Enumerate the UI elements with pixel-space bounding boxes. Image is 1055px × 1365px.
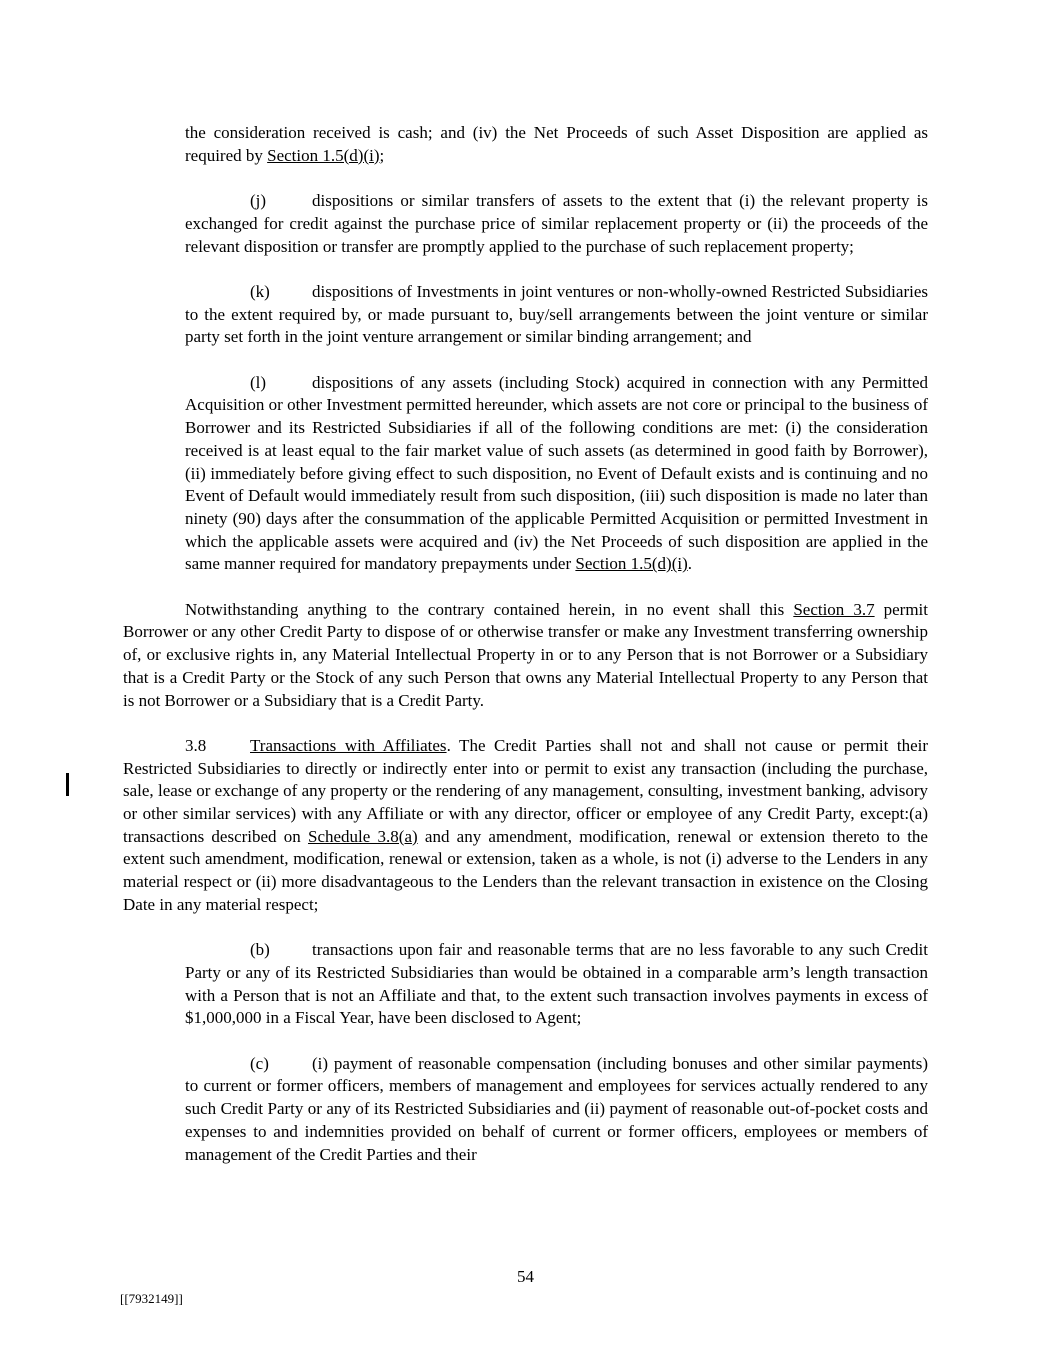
text-segment: dispositions of any assets (including Stock) acquired in connection with any Permitted Acquisition or other Investment permitted hereunder, which assets are not core or principal to the business of Borrower and its Restricted Subsidiaries if all of the following conditions are met: (i) the consideration received is at least equal to the fair market value of such assets (as determined in good faith by Borrower), (ii) immediately before giving effect to such disposition, no Event of Default exists and is continuing and no Event of Default would immediately result from such disposition, (iii) such disposition is made no later than ninety (90) days after the consummation of the applicable Permitted Acquisition or permitted Investment in which the applicable assets were acquired and (iv) the Net Proceeds of such disposition are applied in the same manner required for mandatory prepayments under bbox=[185, 372, 928, 574]
text-segment: and any amendment, modification, renewal or extension thereto to the extent such amendment, modification, renewal or extension, taken as a whole, is not (i) adverse to the Lenders in any material respect or (ii) more disadvantageous to the Lenders than the relevant transaction in existence on the Closing Date in any material respect; bbox=[123, 826, 928, 914]
text-segment: the consideration received is cash; and (iv) the Net Proceeds of such Asset Disposition are applied as required by bbox=[185, 123, 928, 165]
text-segment: dispositions or similar transfers of assets to the extent that (i) the relevant property is exchanged for credit against the purchase price of similar replacement property or (ii) the proceeds of the relevant disposition or transfer are promptly applied to the purchase of such replacement property; bbox=[185, 191, 928, 256]
paragraph bbox=[123, 599, 928, 713]
paragraph bbox=[185, 190, 928, 258]
paragraph bbox=[185, 372, 928, 576]
section-reference: Section 3.7 bbox=[793, 599, 875, 619]
paragraph-label: (b) bbox=[250, 940, 270, 960]
section-reference: Transactions with Affiliates bbox=[250, 735, 447, 755]
paragraph bbox=[185, 1053, 928, 1167]
paragraph bbox=[123, 735, 928, 917]
section-reference: Section 1.5(d)(i) bbox=[575, 554, 688, 574]
paragraph-label: (j) bbox=[250, 191, 267, 211]
text-segment: (i) payment of reasonable compensation (including bonuses and other similar payments) to current or former officers, members of management and employees for services actually rendered to any such Credit Party or any of its Restricted Subsidiaries and (ii) payment of reasonable out-of-pocket costs and expenses to and indemnities provided on behalf of current or former officers, employees or members of management of the Credit Parties and their bbox=[185, 1053, 928, 1164]
section-reference: Schedule 3.8(a) bbox=[308, 826, 418, 846]
text-segment: dispositions of Investments in joint ventures or non-wholly-owned Restricted Subsidiaries to the extent required by, or made pursuant to, buy/sell arrangements between the joint venture or similar party set forth in the joint venture arrangement or similar binding arrangement; and bbox=[185, 281, 928, 347]
text-segment: ; bbox=[379, 145, 385, 165]
section-reference: Section 1.5(d)(i) bbox=[267, 145, 380, 165]
text-segment: transactions upon fair and reasonable terms that are no less favorable to any such Credit Party or any of its Restricted Subsidiaries than would be obtained in a comparable arm’s length transaction with a Person that is not an Affiliate and that, to the extent such transaction involves payments in excess of $1,000,000 in a Fiscal Year, have been disclosed to Agent; bbox=[185, 940, 928, 1028]
paragraph-label: (c) bbox=[250, 1053, 269, 1073]
text-segment: . The Credit Parties shall not and shall not cause or permit their Restricted Subsidiaries to directly or indirectly enter into or permit to exist any transaction (including the purchase, sale, lease or exchange of any property or the rendering of any management, consulting, investment banking, advisory or other similar services) with any Affiliate or with any director, officer or employee of any Credit Party, except:(a) transactions described on bbox=[123, 735, 928, 846]
page-number: 54 bbox=[517, 1267, 534, 1286]
text-segment: permit Borrower or any other Credit Party to dispose of or otherwise transfer or make any Investment transferring ownership of, or exclusive rights in, any Material Intellectual Property in or to any Person that is not Borrower or a Subsidiary that is a Credit Party or the Stock of any such Person that owns any Material Intellectual Property to any Person that is not Borrower or a Subsidiary that is a Credit Party. bbox=[123, 599, 928, 710]
paragraph-label: (k) bbox=[250, 281, 270, 301]
document-id-stamp: [[7932149]] bbox=[120, 1291, 183, 1306]
text-segment: Notwithstanding anything to the contrary contained herein, in no event shall this bbox=[185, 599, 794, 619]
paragraph bbox=[185, 939, 928, 1030]
paragraph bbox=[185, 122, 928, 167]
document-body bbox=[123, 122, 928, 1189]
paragraph-label: 3.8 bbox=[185, 735, 207, 755]
text-segment: . bbox=[687, 554, 692, 574]
paragraph bbox=[185, 281, 928, 349]
paragraph-label: (l) bbox=[250, 372, 267, 392]
revision-change-bar bbox=[66, 773, 69, 796]
